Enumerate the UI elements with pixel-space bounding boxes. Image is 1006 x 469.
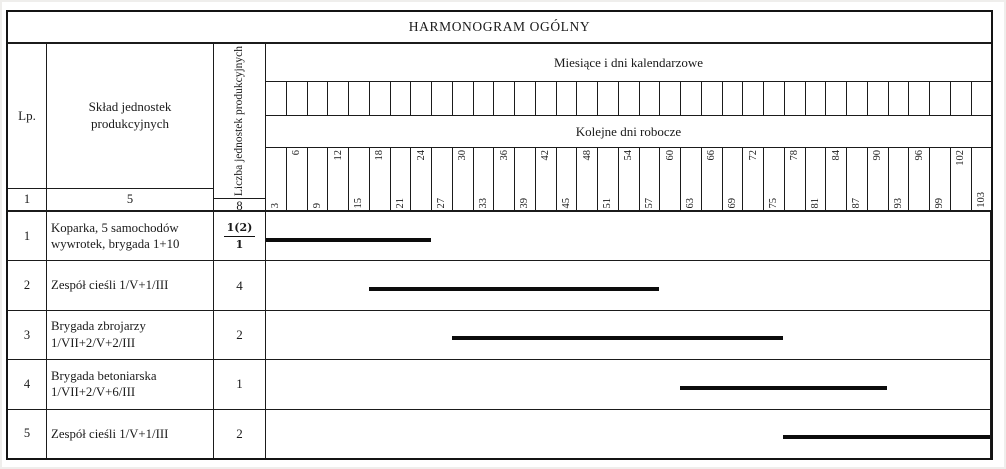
units-fraction	[224, 221, 256, 252]
column-sklad	[47, 44, 214, 210]
table-body	[8, 212, 991, 458]
table-row	[8, 410, 991, 458]
row-gantt-area	[266, 261, 991, 309]
month-cell	[598, 82, 619, 115]
day-label-cell	[411, 148, 432, 210]
day-label-cell	[598, 148, 619, 210]
row-gantt-area	[266, 311, 991, 359]
row-units-count: 1	[214, 360, 266, 408]
row-lp: 2	[8, 261, 47, 309]
month-cell	[266, 82, 287, 115]
fraction-numerator: 1(2)	[224, 221, 256, 237]
day-label-cell	[370, 148, 391, 210]
day-label-cell	[640, 148, 661, 210]
day-label: 3	[270, 202, 282, 208]
day-label: 57	[643, 197, 655, 208]
day-label-cell	[930, 148, 951, 210]
day-label-cell	[806, 148, 827, 210]
month-cell	[764, 82, 785, 115]
row-unit-name: Zespół cieśli 1/V+1/III	[47, 261, 214, 309]
day-label: 102	[955, 150, 967, 166]
day-label-cell	[723, 148, 744, 210]
month-cell	[557, 82, 578, 115]
page-title: HARMONOGRAM OGÓLNY	[8, 12, 991, 44]
day-label: 84	[830, 150, 842, 161]
month-cell	[515, 82, 536, 115]
row-lp: 1	[8, 212, 47, 260]
row-unit-name: Brygada zbrojarzy 1/VII+2/V+2/III	[47, 311, 214, 359]
day-label: 48	[581, 150, 593, 161]
month-cell	[640, 82, 661, 115]
month-cells-row	[266, 82, 991, 116]
day-label-cell	[681, 148, 702, 210]
day-label-cell	[743, 148, 764, 210]
row-gantt-area	[266, 410, 991, 458]
day-labels-band	[266, 148, 991, 210]
column-lp	[8, 44, 47, 210]
day-label-cell	[432, 148, 453, 210]
row-gantt-area	[266, 360, 991, 408]
month-cell	[370, 82, 391, 115]
day-label: 99	[934, 197, 946, 208]
day-label-cell	[951, 148, 972, 210]
day-label-cell	[619, 148, 640, 210]
day-label: 15	[353, 197, 365, 208]
column-sklad-label: Skład jednostek produkcyjnych	[88, 99, 172, 131]
day-label-cell	[577, 148, 598, 210]
row-gantt-area	[266, 212, 991, 260]
day-label-cell	[308, 148, 329, 210]
month-cell	[826, 82, 847, 115]
day-label: 72	[747, 150, 759, 161]
day-label-cell	[391, 148, 412, 210]
day-label-cell	[702, 148, 723, 210]
day-label: 42	[540, 150, 552, 161]
day-label-cell	[972, 148, 992, 210]
month-cell	[494, 82, 515, 115]
day-label: 96	[913, 150, 925, 161]
months-header: Miesiące i dni kalendarzowe	[266, 44, 991, 82]
day-label-cell	[494, 148, 515, 210]
month-cell	[868, 82, 889, 115]
schedule-table	[6, 10, 993, 460]
gantt-bar	[266, 238, 431, 242]
row-lp: 4	[8, 360, 47, 408]
day-label: 87	[851, 197, 863, 208]
day-label-cell	[474, 148, 495, 210]
month-cell	[930, 82, 951, 115]
month-cell	[391, 82, 412, 115]
column-liczba-number: 8	[214, 198, 265, 214]
month-cell	[972, 82, 992, 115]
day-label-cell	[868, 148, 889, 210]
month-cell	[577, 82, 598, 115]
day-label: 6	[291, 150, 303, 156]
row-unit-name: Koparka, 5 samochodów wywrotek, brygada 1+10	[47, 212, 214, 260]
column-liczba-label-text: Liczba jednostek produkcyjnych	[233, 46, 246, 197]
day-label-cell	[287, 148, 308, 210]
month-cell	[308, 82, 329, 115]
day-label-cell	[785, 148, 806, 210]
working-days-header: Kolejne dni robocze	[266, 116, 991, 148]
month-cell	[536, 82, 557, 115]
column-lp-number: 1	[8, 188, 46, 210]
day-label: 103	[975, 192, 987, 208]
month-cell	[411, 82, 432, 115]
day-label-cell	[847, 148, 868, 210]
day-label: 90	[872, 150, 884, 161]
day-label-cell	[660, 148, 681, 210]
month-cell	[681, 82, 702, 115]
day-label: 66	[706, 150, 718, 161]
day-label: 54	[623, 150, 635, 161]
day-label: 60	[664, 150, 676, 161]
day-label: 63	[685, 197, 697, 208]
month-cell	[889, 82, 910, 115]
day-label: 93	[892, 197, 904, 208]
day-label: 78	[789, 150, 801, 161]
day-label: 21	[394, 197, 406, 208]
month-cell	[660, 82, 681, 115]
day-label: 51	[602, 197, 614, 208]
row-units-count: 2	[214, 311, 266, 359]
day-label-cell	[515, 148, 536, 210]
month-cell	[723, 82, 744, 115]
month-cell	[847, 82, 868, 115]
month-cell	[474, 82, 495, 115]
day-label-cell	[764, 148, 785, 210]
day-label-cell	[909, 148, 930, 210]
fraction-denominator: 1	[235, 237, 244, 251]
month-cell	[453, 82, 474, 115]
day-label: 9	[311, 202, 323, 208]
table-row	[8, 212, 991, 261]
month-cell	[432, 82, 453, 115]
month-cell	[702, 82, 723, 115]
day-label: 81	[809, 197, 821, 208]
table-row	[8, 360, 991, 409]
column-liczba	[214, 44, 266, 214]
day-label-cell	[266, 148, 287, 210]
row-units-count	[214, 212, 266, 260]
table-row	[8, 261, 991, 310]
day-label: 45	[560, 197, 572, 208]
column-lp-label: Lp.	[18, 107, 36, 123]
row-units-count: 2	[214, 410, 266, 458]
day-label: 18	[374, 150, 386, 161]
month-cell	[806, 82, 827, 115]
month-cell	[951, 82, 972, 115]
day-label-cell	[826, 148, 847, 210]
month-cell	[785, 82, 806, 115]
day-label-cell	[328, 148, 349, 210]
day-label: 39	[519, 197, 531, 208]
day-label: 33	[477, 197, 489, 208]
day-label-cell	[536, 148, 557, 210]
row-units-count: 4	[214, 261, 266, 309]
day-label-cell	[557, 148, 578, 210]
day-label: 75	[768, 197, 780, 208]
column-sklad-number: 5	[47, 188, 213, 210]
month-cell	[349, 82, 370, 115]
day-label-cell	[349, 148, 370, 210]
month-cell	[743, 82, 764, 115]
row-unit-name: Zespół cieśli 1/V+1/III	[47, 410, 214, 458]
day-label: 24	[415, 150, 427, 161]
table-row	[8, 311, 991, 360]
month-cell	[287, 82, 308, 115]
gantt-bar	[680, 386, 887, 390]
day-label: 69	[726, 197, 738, 208]
gantt-bar	[452, 336, 783, 340]
month-cell	[909, 82, 930, 115]
gantt-bar	[369, 287, 659, 291]
month-cell	[619, 82, 640, 115]
table-header	[8, 44, 991, 212]
row-unit-name: Brygada betoniarska 1/VII+2/V+6/III	[47, 360, 214, 408]
month-cell	[328, 82, 349, 115]
row-lp: 3	[8, 311, 47, 359]
day-label: 27	[436, 197, 448, 208]
day-label: 12	[332, 150, 344, 161]
column-liczba-label	[214, 44, 265, 198]
row-lp: 5	[8, 410, 47, 458]
calendar-header	[266, 44, 991, 210]
day-label: 36	[498, 150, 510, 161]
day-label: 30	[457, 150, 469, 161]
gantt-bar	[783, 435, 990, 439]
day-label-cell	[453, 148, 474, 210]
day-label-cell	[889, 148, 910, 210]
